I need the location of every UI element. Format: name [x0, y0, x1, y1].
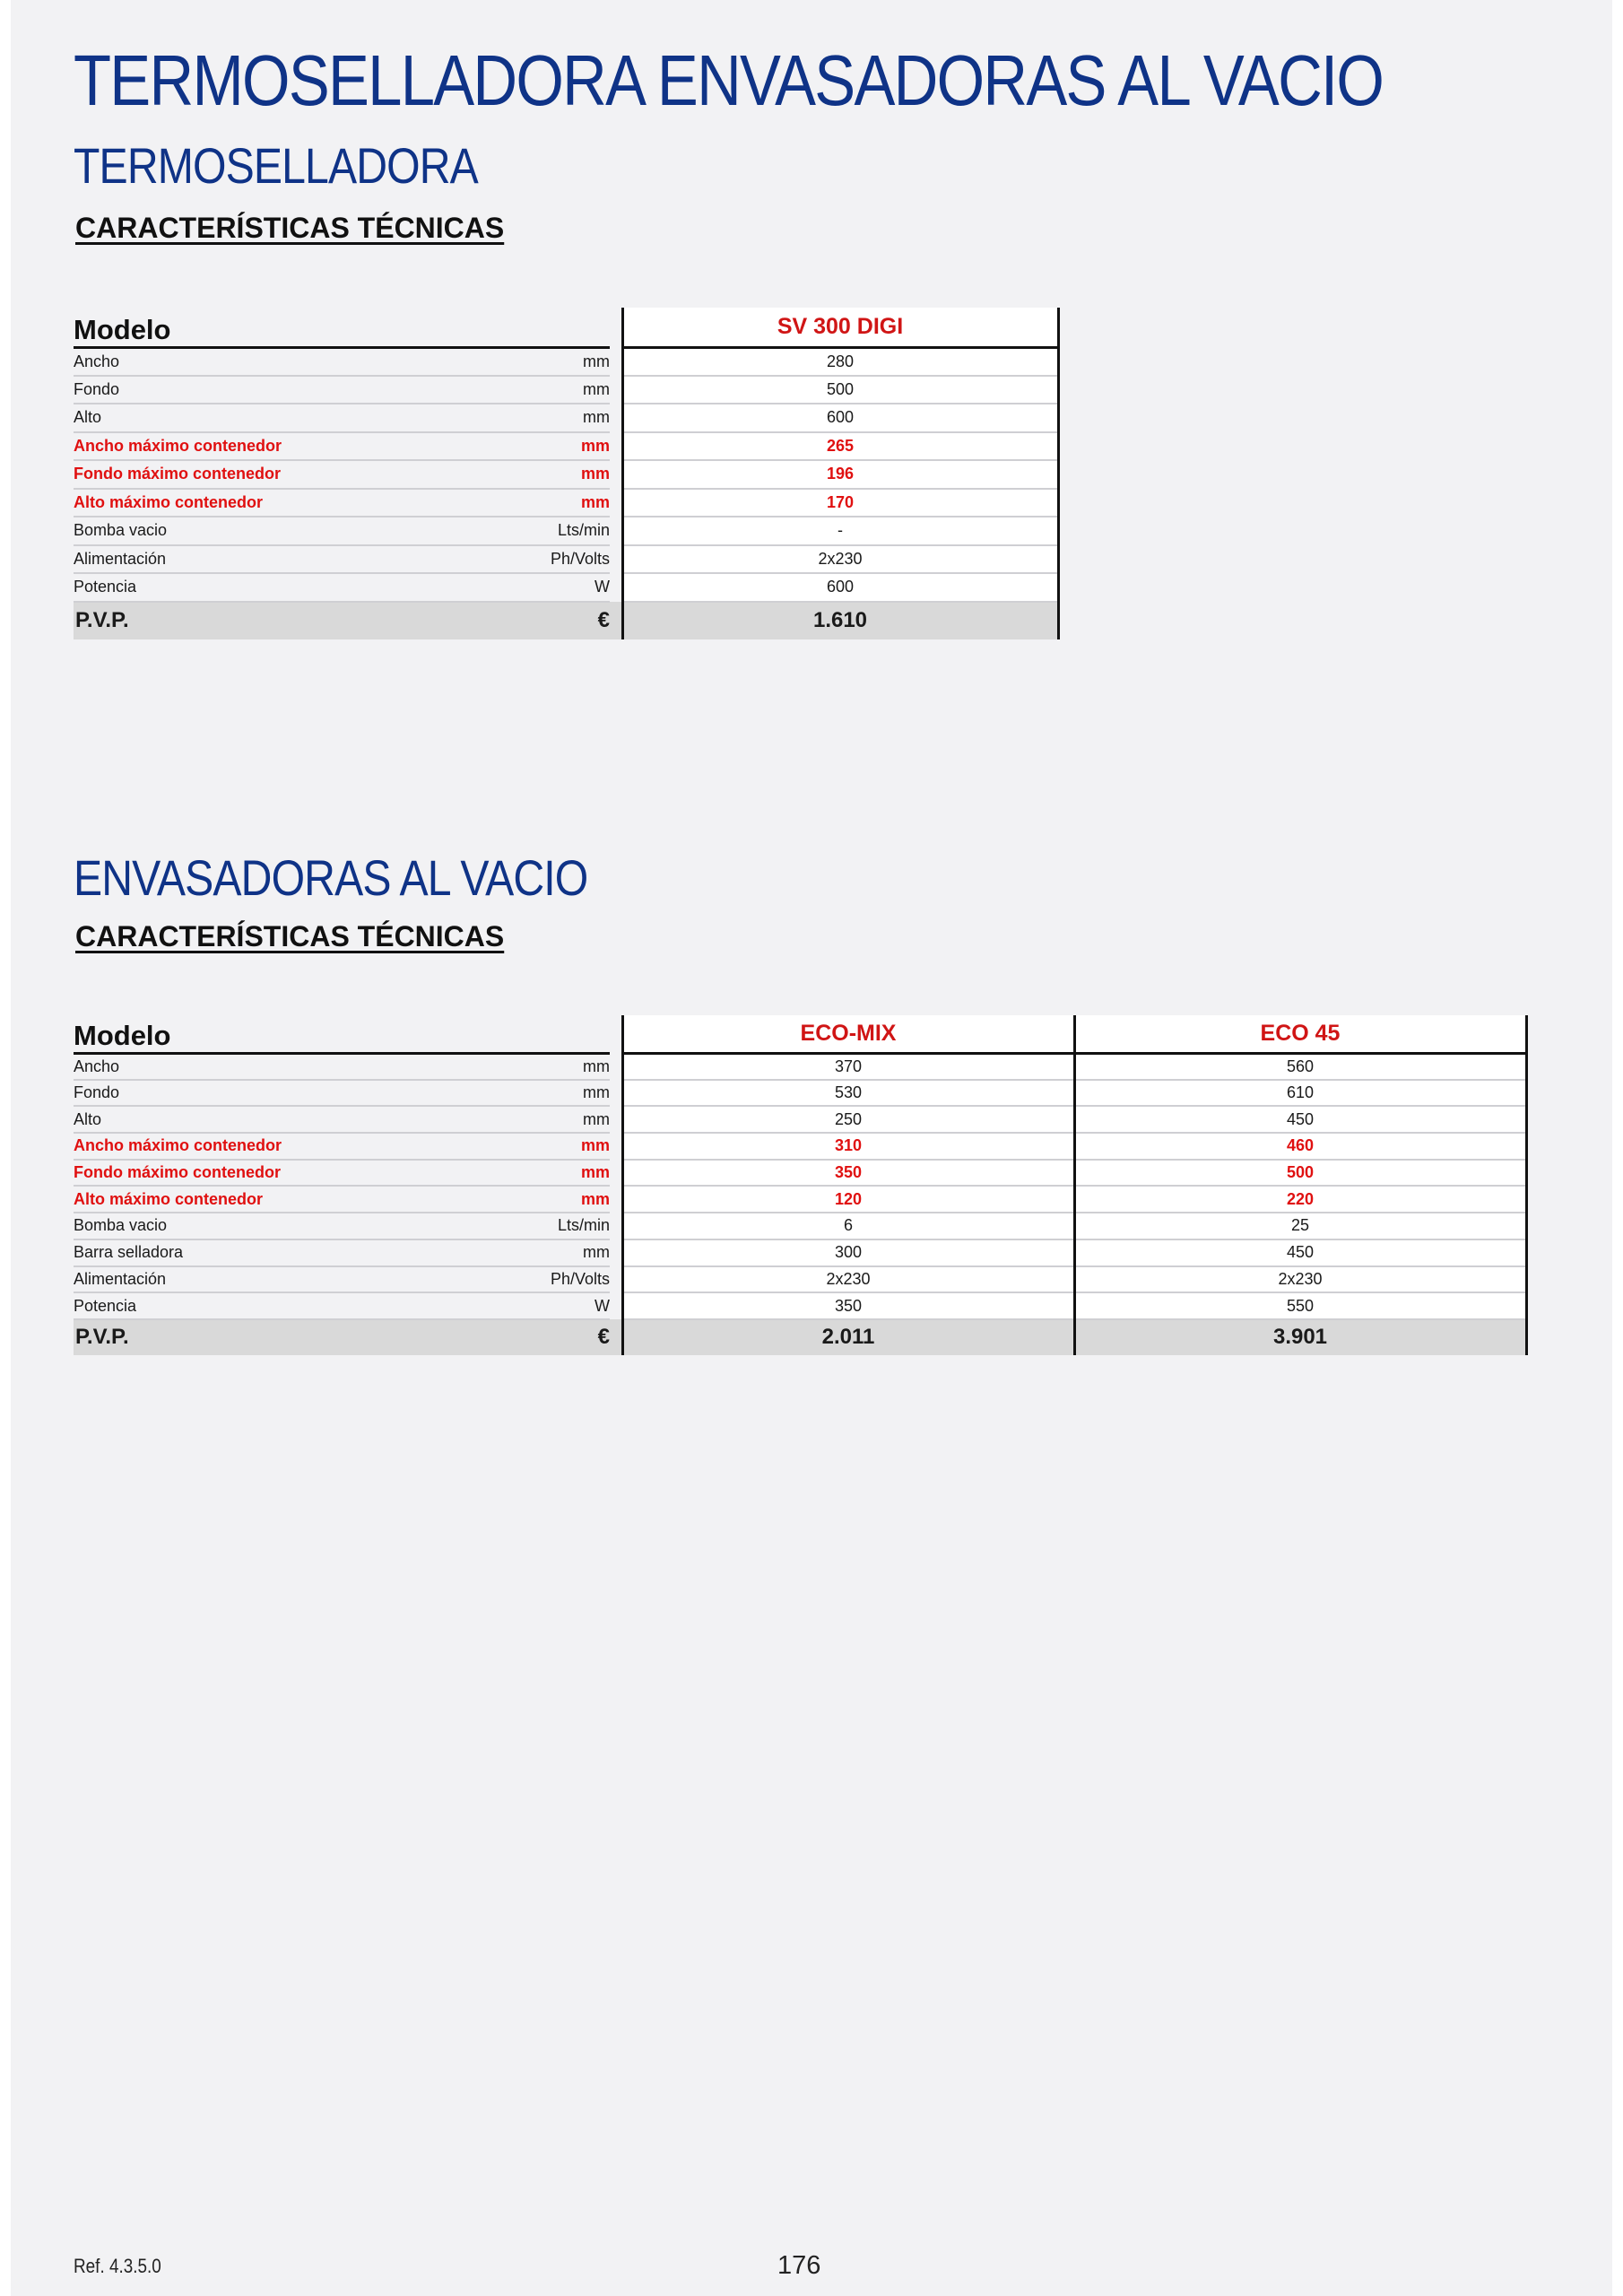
- column-gap: [610, 1160, 622, 1187]
- row-unit: mm: [476, 1186, 611, 1213]
- price-currency: €: [476, 1319, 611, 1355]
- row-label: Ancho máximo contenedor: [74, 432, 476, 461]
- row-value: 350: [622, 1292, 1074, 1319]
- column-gap: [610, 1015, 622, 1053]
- table-header-row: [74, 1015, 1526, 1053]
- table-row: [74, 1292, 1526, 1319]
- row-value: 250: [622, 1106, 1074, 1133]
- column-gap: [610, 489, 622, 517]
- column-header-label: Modelo: [74, 1015, 610, 1053]
- row-label: Alto máximo contenedor: [74, 1186, 476, 1213]
- row-label: Alimentación: [74, 545, 476, 574]
- row-label: Ancho máximo contenedor: [74, 1133, 476, 1160]
- column-gap: [610, 376, 622, 404]
- footer-reference: Ref. 4.3.5.0: [74, 2255, 161, 2277]
- table-row: [74, 404, 1058, 432]
- column-header-label: Modelo: [74, 308, 610, 347]
- table-row: [74, 1239, 1526, 1266]
- spec-table-termoselladora: [74, 308, 1060, 639]
- row-label: Alto máximo contenedor: [74, 489, 476, 517]
- row-value: 530: [622, 1080, 1074, 1107]
- column-gap: [610, 1239, 622, 1266]
- row-unit: Ph/Volts: [476, 545, 611, 574]
- column-gap: [610, 545, 622, 574]
- row-value: 300: [622, 1239, 1074, 1266]
- price-value: 2.011: [622, 1319, 1074, 1355]
- table-row: [74, 1266, 1526, 1293]
- row-value: 2x230: [622, 545, 1058, 574]
- row-label: Ancho: [74, 347, 476, 376]
- row-unit: mm: [476, 347, 611, 376]
- row-value: 370: [622, 1053, 1074, 1080]
- row-label: Fondo: [74, 376, 476, 404]
- row-label: Alto: [74, 404, 476, 432]
- column-gap: [610, 347, 622, 376]
- column-gap: [610, 1319, 622, 1355]
- row-value: 600: [622, 404, 1058, 432]
- row-label: Ancho: [74, 1053, 476, 1080]
- row-label: Barra selladora: [74, 1239, 476, 1266]
- row-value: -: [622, 517, 1058, 545]
- row-value: 600: [622, 573, 1058, 602]
- row-label: Potencia: [74, 1292, 476, 1319]
- column-gap: [610, 460, 622, 489]
- column-gap: [610, 1133, 622, 1160]
- column-gap: [610, 404, 622, 432]
- row-unit: mm: [476, 432, 611, 461]
- row-unit: mm: [476, 1080, 611, 1107]
- row-value: 450: [1074, 1239, 1526, 1266]
- row-label: Fondo máximo contenedor: [74, 1160, 476, 1187]
- row-unit: mm: [476, 1160, 611, 1187]
- price-label: P.V.P.: [74, 1319, 476, 1355]
- row-value: 460: [1074, 1133, 1526, 1160]
- column-gap: [610, 1106, 622, 1133]
- column-gap: [610, 1080, 622, 1107]
- section-subtitle-termoselladora: CARACTERÍSTICAS TÉCNICAS: [75, 212, 505, 244]
- row-label: Bomba vacio: [74, 1213, 476, 1239]
- page-title: TERMOSELLADORA ENVASADORAS AL VACIO: [74, 40, 1384, 120]
- row-value: 265: [622, 432, 1058, 461]
- table-row: [74, 347, 1058, 376]
- row-unit: W: [476, 1292, 611, 1319]
- row-value: 500: [622, 376, 1058, 404]
- row-value: 25: [1074, 1213, 1526, 1239]
- row-unit: mm: [476, 1106, 611, 1133]
- table-row: [74, 1186, 1526, 1213]
- row-value: 550: [1074, 1292, 1526, 1319]
- row-value: 310: [622, 1133, 1074, 1160]
- row-label: Fondo: [74, 1080, 476, 1107]
- row-value: 280: [622, 347, 1058, 376]
- table-row: [74, 1080, 1526, 1107]
- row-unit: mm: [476, 404, 611, 432]
- column-gap: [610, 1266, 622, 1293]
- row-value: 120: [622, 1186, 1074, 1213]
- row-value: 610: [1074, 1080, 1526, 1107]
- table-row: [74, 1160, 1526, 1187]
- row-value: 2x230: [622, 1266, 1074, 1293]
- table-row: [74, 1133, 1526, 1160]
- model-name: SV 300 DIGI: [622, 308, 1058, 347]
- catalog-page: [11, 0, 1612, 2296]
- row-label: Alto: [74, 1106, 476, 1133]
- price-row: [74, 602, 1058, 639]
- section-subtitle-envasadoras: CARACTERÍSTICAS TÉCNICAS: [75, 920, 505, 952]
- section-title-envasadoras: ENVASADORAS AL VACIO: [74, 849, 588, 906]
- row-value: 500: [1074, 1160, 1526, 1187]
- column-gap: [610, 1292, 622, 1319]
- row-unit: Lts/min: [476, 1213, 611, 1239]
- model-name: ECO-MIX: [622, 1015, 1074, 1053]
- model-name: ECO 45: [1074, 1015, 1526, 1053]
- table-row: [74, 1213, 1526, 1239]
- column-gap: [610, 602, 622, 639]
- column-gap: [610, 1053, 622, 1080]
- table-row: [74, 517, 1058, 545]
- row-value: 560: [1074, 1053, 1526, 1080]
- row-unit: W: [476, 573, 611, 602]
- table-row: [74, 545, 1058, 574]
- column-gap: [610, 1186, 622, 1213]
- price-value: 3.901: [1074, 1319, 1526, 1355]
- row-unit: mm: [476, 376, 611, 404]
- row-unit: Lts/min: [476, 517, 611, 545]
- price-value: 1.610: [622, 602, 1058, 639]
- row-label: Alimentación: [74, 1266, 476, 1293]
- column-gap: [610, 308, 622, 347]
- table-header-row: [74, 308, 1058, 347]
- row-unit: mm: [476, 1133, 611, 1160]
- row-value: 170: [622, 489, 1058, 517]
- table-row: [74, 376, 1058, 404]
- row-label: Fondo máximo contenedor: [74, 460, 476, 489]
- price-label: P.V.P.: [74, 602, 476, 639]
- row-unit: mm: [476, 1053, 611, 1080]
- table-row: [74, 573, 1058, 602]
- table-row: [74, 489, 1058, 517]
- column-gap: [610, 432, 622, 461]
- price-currency: €: [476, 602, 611, 639]
- row-value: 196: [622, 460, 1058, 489]
- table-row: [74, 1053, 1526, 1080]
- row-value: 450: [1074, 1106, 1526, 1133]
- price-row: [74, 1319, 1526, 1355]
- row-unit: Ph/Volts: [476, 1266, 611, 1293]
- table-row: [74, 432, 1058, 461]
- row-label: Potencia: [74, 573, 476, 602]
- table-row: [74, 460, 1058, 489]
- row-value: 6: [622, 1213, 1074, 1239]
- table-row: [74, 1106, 1526, 1133]
- column-gap: [610, 1213, 622, 1239]
- row-unit: mm: [476, 489, 611, 517]
- page-number: 176: [777, 2251, 821, 2280]
- row-label: Bomba vacio: [74, 517, 476, 545]
- row-value: 350: [622, 1160, 1074, 1187]
- row-unit: mm: [476, 460, 611, 489]
- row-unit: mm: [476, 1239, 611, 1266]
- section-title-termoselladora: TERMOSELLADORA: [74, 137, 478, 194]
- column-gap: [610, 517, 622, 545]
- row-value: 220: [1074, 1186, 1526, 1213]
- row-value: 2x230: [1074, 1266, 1526, 1293]
- spec-table-envasadoras: [74, 1015, 1528, 1355]
- column-gap: [610, 573, 622, 602]
